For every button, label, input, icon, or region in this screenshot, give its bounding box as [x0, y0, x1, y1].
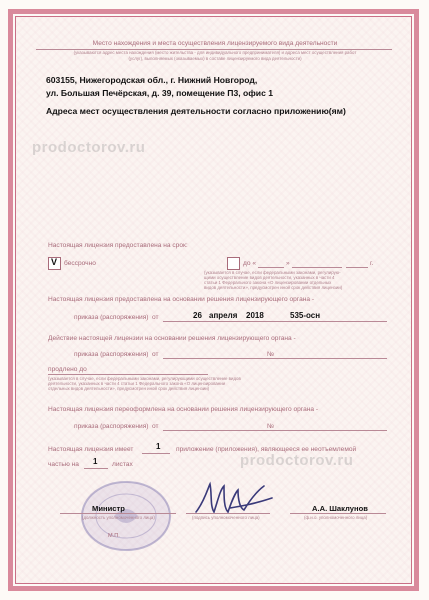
- basis-from: от: [152, 314, 159, 321]
- extension-note-1: (указывается в случае, если федеральными законами, регулирующими осуществление видов: [48, 376, 241, 381]
- basis-label: Настоящая лицензия предоставлена на основании решения лицензирующего органа -: [48, 296, 315, 303]
- basis-year: 2018: [246, 311, 264, 320]
- reissue-order-label: приказа (распоряжения): [74, 423, 149, 430]
- appendix-suffix: приложение (приложения), являющееся ее неотъемлемой: [176, 446, 357, 453]
- checkbox-mark: V: [51, 257, 58, 267]
- extension-line: [163, 358, 387, 359]
- checkbox-until: [227, 257, 240, 270]
- term-note-4: видов деятельности», предусмотрен иной срок действия лицензии): [204, 285, 343, 290]
- basis-month: апреля: [209, 311, 238, 320]
- appendix-sheets-line: [84, 468, 108, 469]
- extension-label: Действие настоящей лицензии на основании решения лицензирующего органа -: [48, 335, 296, 342]
- reissue-no: №: [267, 423, 275, 430]
- appendix-sheets: 1: [93, 457, 98, 466]
- position-caption: (должность уполномоченного лица): [82, 515, 155, 520]
- signer-name: А.А. Шаклунов: [312, 504, 368, 513]
- extension-note-3: отдельных видов деятельности», предусмотрен иной срок действия лицензии): [48, 386, 210, 391]
- appendix-sheets-label: листах: [112, 461, 133, 468]
- term-note-1: (указывается в случае, если федеральными законами, регулирую-: [204, 270, 341, 275]
- watermark-top: prodoctorov.ru: [32, 139, 146, 156]
- header-title: Место нахождения и места осуществления лицензируемого вида деятельности: [92, 40, 338, 47]
- reissue-from: от: [152, 423, 159, 430]
- basis-line: [163, 321, 387, 322]
- until-prefix: до «: [243, 260, 257, 267]
- sign-caption: (подпись уполномоченного лица): [192, 515, 260, 520]
- extension-note-2: деятельности, указанных в части 4 статьи 1 Федерального закона «О лицензировании: [48, 381, 226, 386]
- basis-order-label: приказа (распоряжения): [74, 314, 149, 321]
- position-line: [60, 513, 176, 514]
- stamp-place: М.П.: [108, 533, 120, 539]
- name-line: [290, 513, 386, 514]
- term-note-3: статьи 1 Федерального закона «О лицензировании отдельных: [204, 280, 332, 285]
- term-note-2: щими осуществление видов деятельности, указанных в части 4: [204, 275, 335, 280]
- extended-until: продлено до: [48, 366, 87, 373]
- reissue-label: Настоящая лицензия переоформлена на основании решения лицензирующего органа -: [48, 406, 319, 413]
- until-mid: »: [286, 260, 290, 267]
- until-day-line: [258, 267, 284, 268]
- address-line-1: 603155, Нижегородская обл., г. Нижний Новгород,: [46, 75, 258, 85]
- appendix-prefix: Настоящая лицензия имеет: [48, 446, 134, 453]
- header-note-1: (указываются адрес места нахождения (место жительства - для индивидуального предпринимателя) и адреса мест осуществления работ: [73, 50, 357, 55]
- extension-order-label: приказа (распоряжения): [74, 351, 149, 358]
- name-caption: (ф.и.о. уполномоченного лица): [304, 515, 368, 520]
- reissue-line: [163, 430, 387, 431]
- basis-day: 26: [193, 311, 202, 320]
- until-month-line: [292, 267, 342, 268]
- extension-from: от: [152, 351, 159, 358]
- extended-line: [48, 374, 208, 375]
- term-label: Настоящая лицензия предоставлена на срок:: [48, 242, 188, 249]
- address-line-3: Адреса мест осуществления деятельности согласно приложению(ям): [46, 106, 346, 116]
- basis-number: 535-осн: [290, 311, 321, 320]
- appendix-count-line: [142, 453, 170, 454]
- signer-position: Министр: [92, 504, 125, 513]
- appendix-count: 1: [156, 442, 161, 451]
- appendix-part: частью на: [48, 461, 79, 468]
- address-line-2: ул. Большая Печёрская, д. 39, помещение П3, офис 1: [46, 88, 274, 98]
- header-note-2: (услуг), выполняемых (оказываемых) в составе лицензируемого вида деятельности): [128, 56, 302, 61]
- sign-line: [186, 513, 270, 514]
- until-year: г.: [370, 260, 374, 267]
- extension-no: №: [267, 351, 275, 358]
- until-year-line: [346, 267, 368, 268]
- watermark-bottom: prodoctorov.ru: [240, 452, 354, 469]
- unlimited-label: бессрочно: [64, 260, 96, 267]
